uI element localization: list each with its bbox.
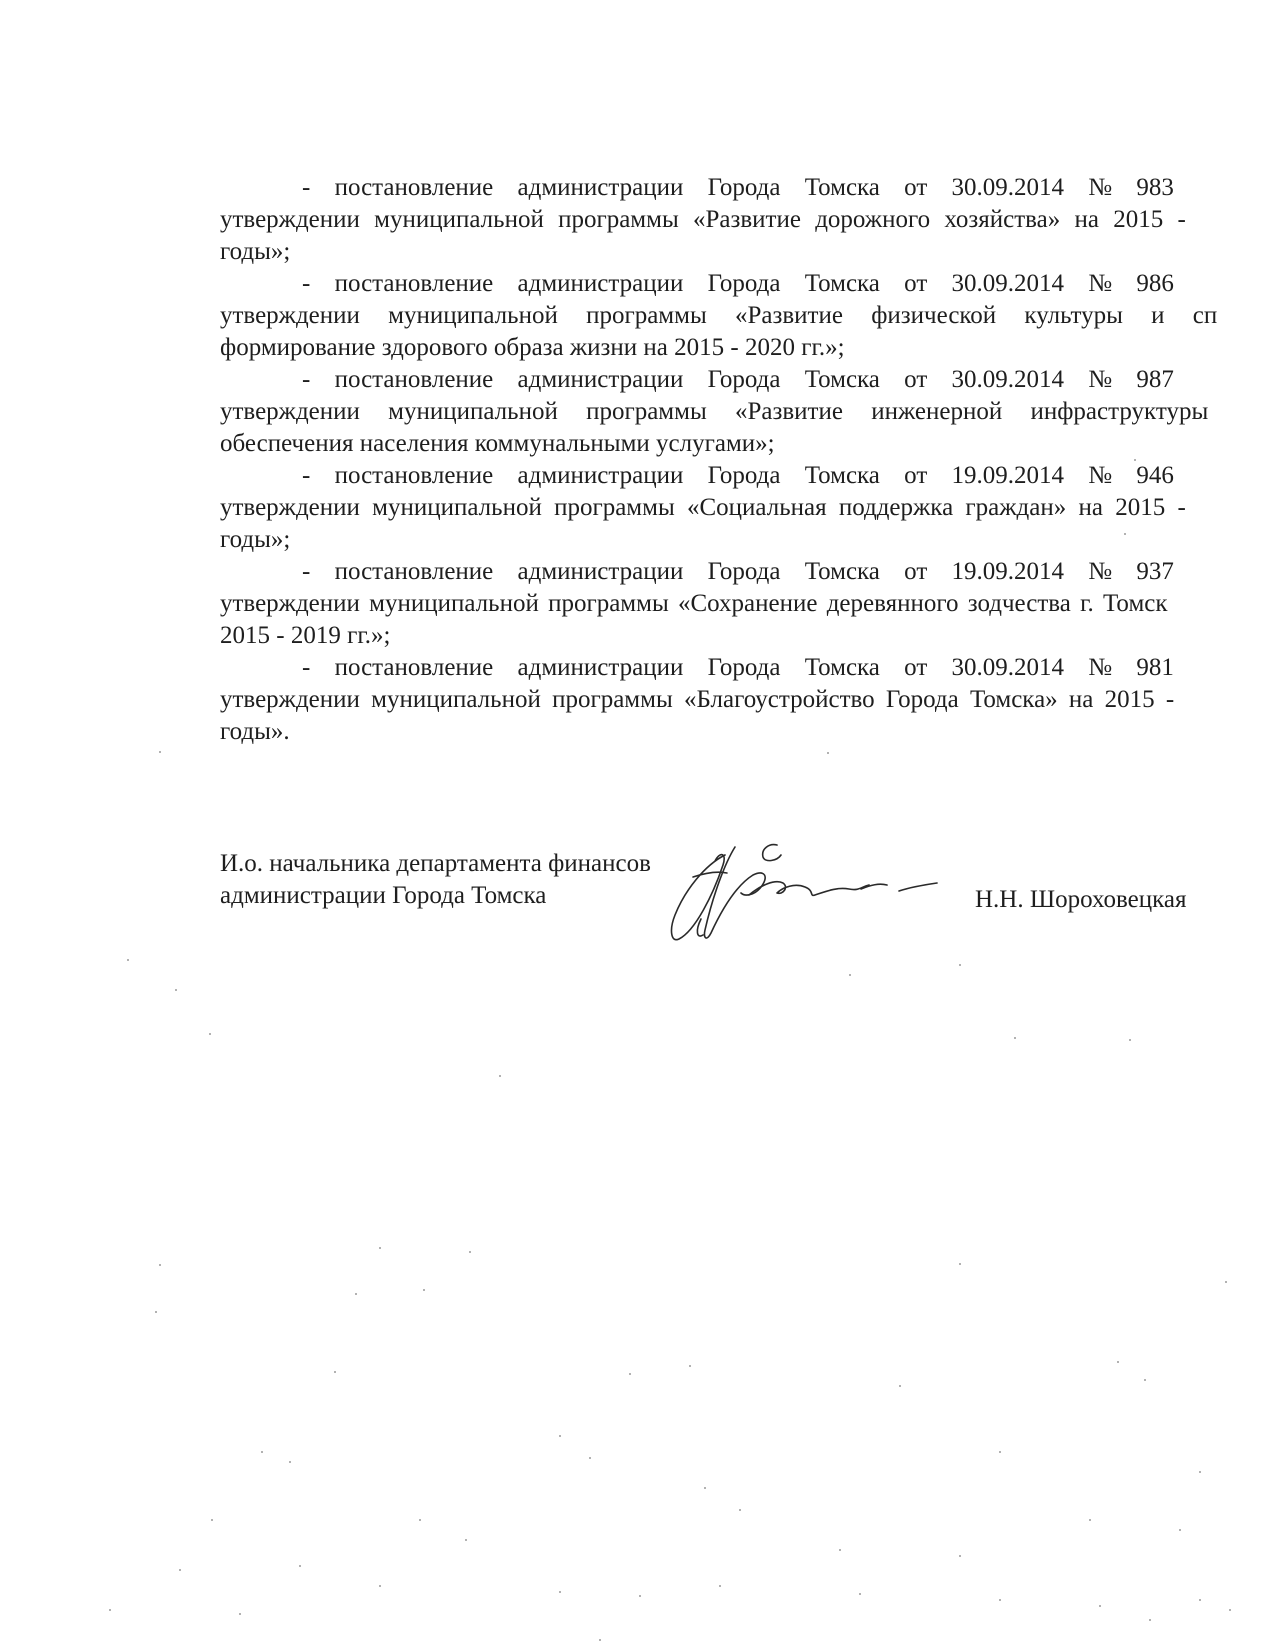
paragraph-line: обеспечения населения коммунальными услугами»;	[220, 430, 775, 457]
paragraph-line: - постановление администрации Города Томска от 19.09.2014 № 946	[302, 462, 1174, 489]
paragraph-line: годы».	[220, 718, 290, 745]
paragraph-line: - постановление администрации Города Томска от 30.09.2014 № 986	[302, 270, 1174, 297]
paragraph-line: формирование здорового образа жизни на 2015 - 2020 гг.»;	[220, 334, 845, 361]
paragraph-3	[220, 364, 1275, 460]
paragraph-line: утверждении муниципальной программы «Социальная поддержка граждан» на 2015 -	[220, 494, 1186, 521]
paragraph-line: утверждении муниципальной программы «Развитие дорожного хозяйства» на 2015 -	[220, 206, 1186, 233]
paragraph-line: - постановление администрации Города Томска от 30.09.2014 № 983	[302, 174, 1174, 201]
paragraph-line: утверждении муниципальной программы «Сохранение деревянного зодчества г. Томск	[220, 590, 1168, 617]
paragraph-line: 2015 - 2019 гг.»;	[220, 622, 391, 649]
paragraph-2	[220, 268, 1275, 364]
signer-position	[220, 848, 651, 912]
paragraph-1	[220, 172, 1275, 268]
paragraph-6	[220, 652, 1275, 748]
paragraph-line: - постановление администрации Города Томска от 30.09.2014 № 987	[302, 366, 1174, 393]
paragraph-line: - постановление администрации Города Томска от 19.09.2014 № 937	[302, 558, 1174, 585]
paragraph-line: - постановление администрации Города Томска от 30.09.2014 № 981	[302, 654, 1174, 681]
paragraph-line: утверждении муниципальной программы «Развитие физической культуры и сп	[220, 302, 1218, 329]
document-body	[220, 172, 1275, 748]
paragraph-line: годы»;	[220, 526, 291, 553]
paragraph-4	[220, 460, 1275, 556]
paragraph-line: утверждении муниципальной программы «Развитие инженерной инфраструктуры	[220, 398, 1209, 425]
signer-position-line: И.о. начальника департамента финансов	[220, 850, 651, 877]
paragraph-5	[220, 556, 1275, 652]
signer-position-line: администрации Города Томска	[220, 882, 547, 909]
paragraph-line: утверждении муниципальной программы «Благоустройство Города Томска» на 2015 -	[220, 686, 1175, 713]
handwritten-signature	[665, 835, 945, 955]
paragraph-line: годы»;	[220, 238, 291, 265]
signer-name: Н.Н. Шороховецкая	[975, 886, 1187, 913]
